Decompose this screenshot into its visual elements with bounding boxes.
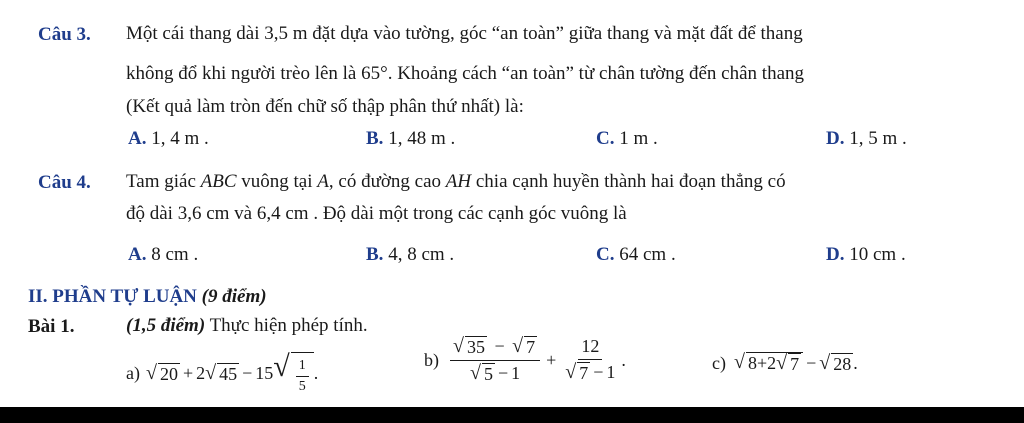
option-text: 1 m . (619, 128, 658, 149)
section-points: (9 điểm) (201, 286, 267, 307)
section-heading: II. PHẦN TỰ LUẬN (9 điểm) (28, 286, 267, 307)
expression-c: c) √ 8+2 √ 7 − √ 28 . (712, 351, 858, 374)
question-4-label: Câu 4. (38, 172, 91, 193)
fraction: √ 35 − √ 7 √ 5 − 1 (450, 336, 540, 384)
question-3-label: Câu 3. (38, 24, 91, 45)
question-4-line-2: độ dài 3,6 cm và 6,4 cm . Độ dài một trong các cạnh góc vuông là (126, 203, 627, 224)
option-text: 64 cm . (619, 244, 676, 265)
sqrt: √ 45 (205, 361, 238, 384)
exercise-1-instruction: (1,5 điểm) Thực hiện phép tính. (126, 315, 368, 336)
option-text: 8 cm . (151, 244, 199, 265)
bottom-border (0, 407, 1024, 423)
part-label: b) (424, 349, 439, 370)
part-label: c) (712, 352, 726, 373)
sqrt: √ $\frac{1}{5}$ (273, 352, 313, 395)
option-letter: D. (826, 128, 845, 149)
exercise-1-label: Bài 1. (28, 316, 75, 337)
question-3-line-1: Một cái thang dài 3,5 m đặt dựa vào tường, góc “an toàn” giữa thang và mặt đất để thang (126, 23, 803, 44)
sqrt: √ 8+2 √ 7 (734, 352, 803, 375)
option-letter: C. (596, 128, 615, 149)
sqrt: √ 28 (819, 351, 852, 374)
expression-b: b) √ 35 − √ 7 √ 5 − 1 + 12 √ 7 − 1 . (424, 335, 626, 384)
option-text: 1, 48 m . (388, 128, 456, 149)
q4-option-c (596, 244, 676, 266)
option-letter: B. (366, 128, 384, 149)
option-letter: D. (826, 244, 845, 265)
question-3-line-3: (Kết quả làm tròn đến chữ số thập phân thứ nhất) là: (126, 96, 524, 117)
exercise-points: (1,5 điểm) (126, 315, 206, 336)
option-letter: B. (366, 244, 384, 265)
q4-option-a (128, 244, 198, 266)
question-3-line-2: không đổ khi người trèo lên là 65°. Khoảng cách “an toàn” từ chân tường đến chân thang (126, 63, 805, 84)
option-letter: A. (128, 244, 147, 265)
q3-option-d (826, 128, 907, 150)
option-text: 1, 5 m . (849, 128, 907, 149)
fraction: 12 √ 7 − 1 (565, 336, 616, 384)
q4-option-d (826, 244, 906, 266)
q3-option-c (596, 128, 658, 150)
option-text: 4, 8 cm . (388, 244, 455, 265)
option-text: 1, 4 m . (151, 128, 209, 149)
q4-option-b (366, 244, 454, 266)
q3-option-b (366, 128, 455, 150)
option-text: 10 cm . (849, 244, 906, 265)
q3-option-a (128, 128, 209, 150)
option-letter: A. (128, 128, 147, 149)
part-label: a) (126, 363, 140, 384)
question-4-line-1: Tam giác ABC vuông tại A, có đường cao AH chia cạnh huyền thành hai đoạn thẳng có (126, 171, 786, 192)
expression-a: a) √ 20 + 2 √ 45 − 15 √ $\frac{1}{5}$ . (126, 350, 319, 395)
sqrt: √ 20 (145, 361, 178, 384)
option-letter: C. (596, 244, 615, 265)
